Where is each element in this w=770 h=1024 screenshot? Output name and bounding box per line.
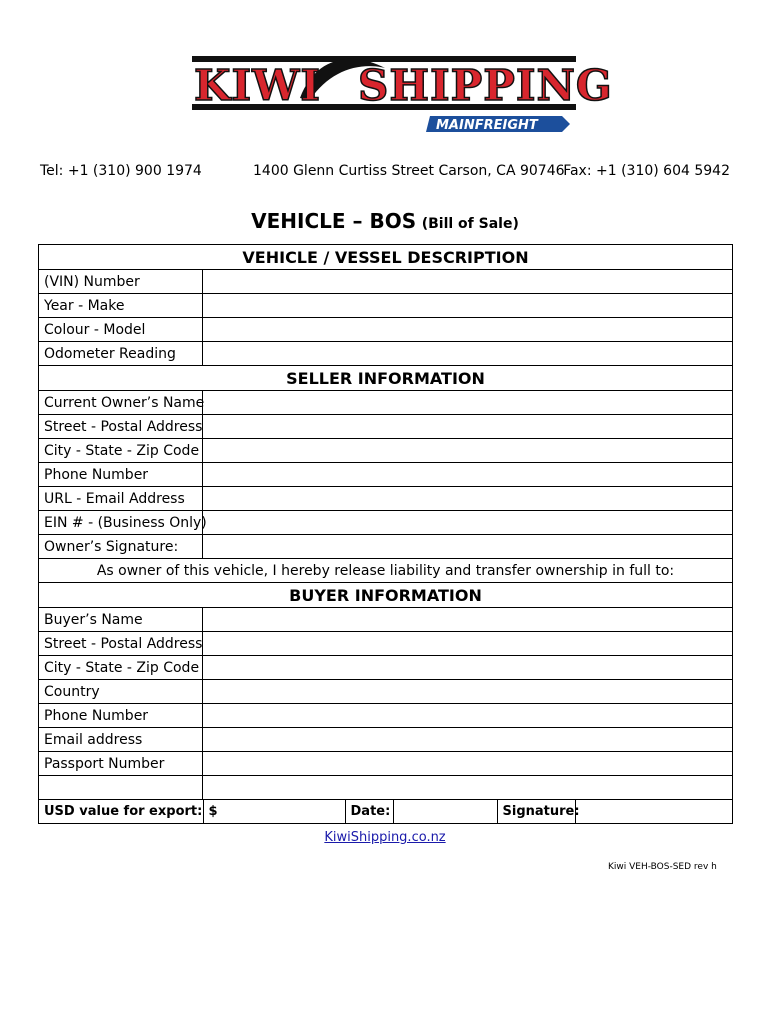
field-label: Year - Make [39, 294, 203, 318]
export-row-table [39, 800, 732, 823]
street-address: 1400 Glenn Curtiss Street Carson, CA 90746 [253, 163, 565, 179]
svg-text:SHIPPING: SHIPPING [358, 61, 613, 110]
release-statement: As owner of this vehicle, I hereby release liability and transfer ownership in full to: [39, 559, 733, 583]
website-link[interactable]: KiwiShipping.co.nz [324, 830, 446, 845]
kiwi-shipping-logo [190, 48, 613, 140]
field-label: URL - Email Address [39, 487, 203, 511]
field-label: Colour - Model [39, 318, 203, 342]
buyer-city-input[interactable] [203, 656, 733, 680]
buyer-email-input[interactable] [203, 728, 733, 752]
form-title [0, 209, 770, 233]
vin-input[interactable] [203, 270, 733, 294]
seller-email-input[interactable] [203, 487, 733, 511]
field-label: Passport Number [39, 752, 203, 776]
spacer-cell [39, 776, 203, 800]
field-label: EIN # - (Business Only) [39, 511, 203, 535]
buyer-passport-input[interactable] [203, 752, 733, 776]
telephone-number: Tel: +1 (310) 900 1974 [40, 163, 202, 179]
field-label: Odometer Reading [39, 342, 203, 366]
vehicle-section-heading: VEHICLE / VESSEL DESCRIPTION [39, 245, 733, 270]
owner-signature-input[interactable] [203, 535, 733, 559]
svg-text:KIWI: KIWI [194, 61, 321, 110]
seller-address-input[interactable] [203, 415, 733, 439]
seller-ein-input[interactable] [203, 511, 733, 535]
field-label: City - State - Zip Code [39, 656, 203, 680]
odometer-input[interactable] [203, 342, 733, 366]
form-revision: Kiwi VEH-BOS-SED rev h [608, 862, 717, 872]
signature-input[interactable] [575, 800, 732, 823]
field-label: Country [39, 680, 203, 704]
field-label: Current Owner’s Name [39, 391, 203, 415]
buyer-name-input[interactable] [203, 608, 733, 632]
field-label: Street - Postal Address [39, 415, 203, 439]
seller-phone-input[interactable] [203, 463, 733, 487]
form-title-sub: (Bill of Sale) [421, 216, 519, 232]
usd-value-label: USD value for export: [39, 800, 203, 823]
field-label: Email address [39, 728, 203, 752]
field-label: City - State - Zip Code [39, 439, 203, 463]
buyer-country-input[interactable] [203, 680, 733, 704]
seller-section-heading: SELLER INFORMATION [39, 366, 733, 391]
signature-label: Signature: [497, 800, 575, 823]
field-label: Phone Number [39, 704, 203, 728]
svg-text:MAINFREIGHT: MAINFREIGHT [436, 118, 538, 133]
seller-name-input[interactable] [203, 391, 733, 415]
usd-value-input[interactable]: $ [203, 800, 345, 823]
date-label: Date: [345, 800, 393, 823]
year-make-input[interactable] [203, 294, 733, 318]
seller-city-input[interactable] [203, 439, 733, 463]
spacer-cell [203, 776, 733, 800]
date-input[interactable] [393, 800, 497, 823]
export-row [39, 800, 733, 824]
colour-model-input[interactable] [203, 318, 733, 342]
fax-number: Fax: +1 (310) 604 5942 [563, 163, 730, 179]
field-label: Street - Postal Address [39, 632, 203, 656]
buyer-section-heading: BUYER INFORMATION [39, 583, 733, 608]
field-label: Buyer’s Name [39, 608, 203, 632]
buyer-phone-input[interactable] [203, 704, 733, 728]
form-title-main: VEHICLE – BOS [251, 209, 417, 233]
field-label: Owner’s Signature: [39, 535, 203, 559]
field-label: Phone Number [39, 463, 203, 487]
field-label: (VIN) Number [39, 270, 203, 294]
buyer-address-input[interactable] [203, 632, 733, 656]
bill-of-sale-form [38, 244, 733, 824]
